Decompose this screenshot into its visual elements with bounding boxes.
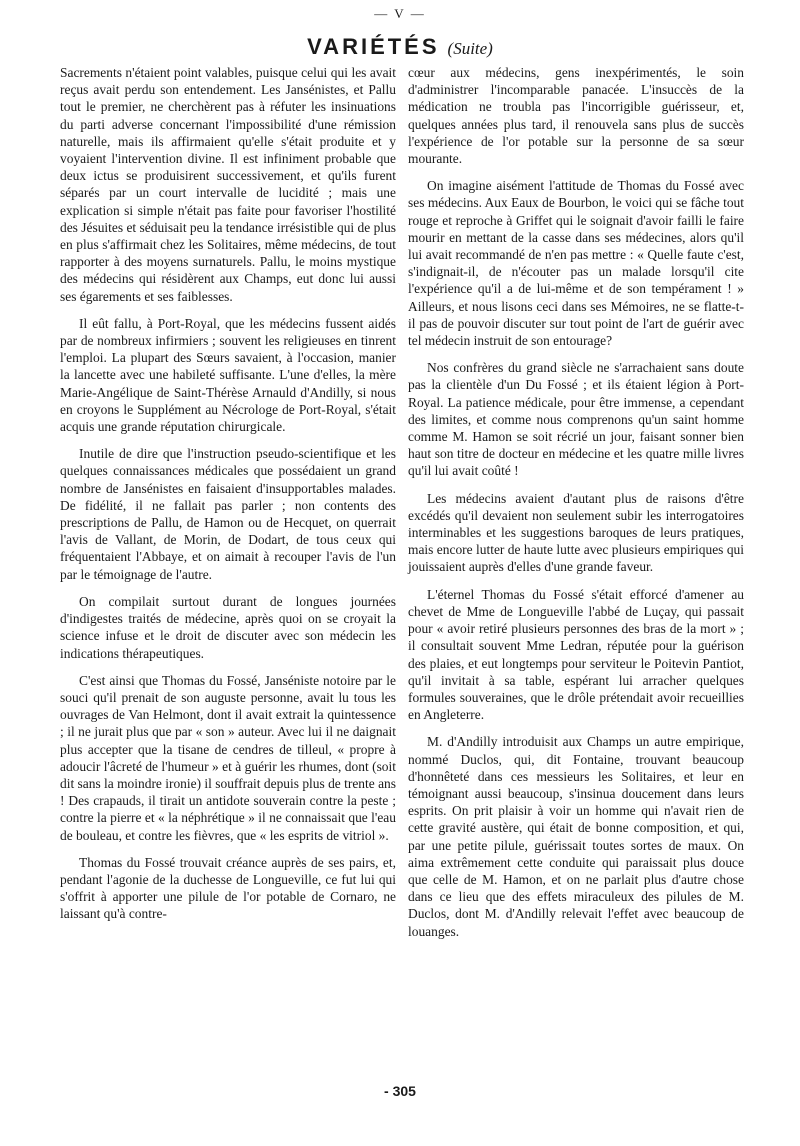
paragraph: Les médecins avaient d'autant plus de raisons d'être excédés qu'il devaient non seulement subir les interrogatoires interminables et les suggestions baroques de leurs pratiques, mais encore lutter de haute lutte avec plusieurs empiriques qui jouissaient auprès d'elles d'une grande faveur. <box>408 490 744 575</box>
page-number: - 305 <box>384 1083 416 1099</box>
right-column <box>408 64 744 940</box>
section-title <box>0 36 800 58</box>
paragraph: Thomas du Fossé trouvait créance auprès de ses pairs, et, pendant l'agonie de la duchesse de Longueville, ce fut lui qui s'offrit à apporter une pilule de l'or potable de Cornaro, ne laissant qu'à contre- <box>60 854 396 922</box>
section-title-text: VARIÉTÉS <box>307 34 440 59</box>
paragraph: L'éternel Thomas du Fossé s'était efforcé d'amener au chevet de Mme de Longueville l'abbé de Luçay, qui passait pour « avoir retiré plusieurs personnes des bras de la mort » ; il consultait souvent Mme Ledran, réputée pour la guérison des plaies, et eut longtemps pour serviteur le Poitevin Pantiot, qu'il invitait à sa table, espérant lui arracher quelques formules souveraines, que le drôle prétendait avoir recueillies en Angleterre. <box>408 586 744 723</box>
paragraph: M. d'Andilly introduisit aux Champs un autre empirique, nommé Duclos, qui, dit Fontaine, trouvant beaucoup d'honnêteté dans ces messieurs les Solitaires, et leur en témoignant aussi beaucoup, s'insinua doucement dans leurs esprits. On prit plaisir à voir un homme qui n'avait rien de cette gravité austère, qui était de bonne composition, et qui, par une petite pilule, guérissait toutes sortes de maux. On aima extrêmement cette conduite qui paraissait plus douce que celle de M. Hamon, et on ne parlait plus d'autre chose dans ce lieu que des effets miraculeux des pilules de M. Duclos, dont M. d'Andilly relevait l'effet avec beaucoup de louanges. <box>408 734 744 939</box>
section-subtitle: (Suite) <box>447 39 493 58</box>
paragraph: Sacrements n'étaient point valables, puisque celui qui les avait reçus avait perdu son entendement. Les Jansénistes, et Pallu tout le premier, ne cherchèrent pas à réfuter les insinuations du parti adverse concernant l'impossibilité d'une rémission naturelle, mais ils affirmaient qu'elle s'était produite et y voyaient l'intervention divine. Il est infiniment probable que deux ictus se produisirent successivement, et qu'ils furent séparés par un court intervalle de lucidité ; mais une explication si simple n'était pas faite pour favoriser l'hostilité des Jésuites et séduisait peu la tendance irrésistible qui de plus en plus s'affirmait chez les Solitaires, même médecins, de tout rapporter à des moyens surnaturels. Pallu, le moins mystique des médecins qui résidèrent aux Champs, eut donc lui aussi ses égarements et ses faiblesses. <box>60 65 396 304</box>
paragraph: Il eût fallu, à Port-Royal, que les médecins fussent aidés par de nombreux infirmiers ; souvent les religieuses en tinrent l'emploi. La plupart des Sœurs savaient, à l'occasion, manier la lancette avec une habileté suffisante. L'une d'elles, la mère Marie-Angélique de Saint-Thérèse Arnauld d'Andilly, si nous en croyons le Supplément au Nécrologe de Port-Royal, s'était acquis une grande réputation chirurgicale. <box>60 315 396 435</box>
paragraph: On compilait surtout durant de longues journées d'indigestes traités de médecine, après quoi on se croyait la science infuse et le droit de discuter avec son médecin les indications thérapeutiques. <box>60 593 396 661</box>
page-marker: — V — <box>374 6 426 21</box>
paragraph: cœur aux médecins, gens inexpérimentés, le soin d'administrer l'incomparable panacée. L'insuccès de la médication ne troubla pas l'incorrigible guérisseur, et, quelques années plus tard, il renouvela sans plus de succès l'expérience de l'or potable sur la personne de sa sœur mourante. <box>408 65 744 167</box>
paragraph: Nos confrères du grand siècle ne s'arrachaient sans doute pas la clientèle d'un Du Fossé ; et ils étaient légion à Port-Royal. La patience médicale, pour être immense, a cependant des limites, et comme nous comprenons qu'un saint homme comme M. Hamon se soit récrié un jour, faisant sonner bien haut son titre de docteur en médecine et les quatre mille livres qu'il lui avait coûté ! <box>408 360 744 479</box>
paragraph: C'est ainsi que Thomas du Fossé, Janséniste notoire par le souci qu'il prenait de son auguste personne, avait lu tous les ouvrages de Van Helmont, dont il avait extrait la quintessence ; il ne jurait plus que par « son » auteur. Avec lui il ne daignait plus accepter que la tisane de cendres de tilleul, « propre à adoucir l'âcreté de l'humeur » et à guérir les rhumes, dont (soit dit sans la moindre ironie) il souffrait depuis plus de trente ans ! Des crapauds, il tirait un antidote souverain contre la peste ; contre la pierre et « la néphrétique » il ne connaissait que l'eau de bouleau, et contre les fièvres, que « les esprits de vitriol ». <box>60 672 396 843</box>
left-column <box>60 64 396 923</box>
paragraph: Inutile de dire que l'instruction pseudo-scientifique et les quelques connaissances médicales que possédaient un grand nombre de Jansénistes en faisaient d'insupportables malades. De fidélité, il ne fallait pas parler ; non contents des prescriptions de Pallu, de Hamon ou de Hecquet, on querrait l'avis de Vallant, de Morin, de Dodart, de tous ceux qui fréquentaient l'Abbaye, et on aimait à recouper l'avis de l'un par le témoignage de l'autre. <box>60 446 396 582</box>
paragraph: On imagine aisément l'attitude de Thomas du Fossé avec ses médecins. Aux Eaux de Bourbon, le voici qui se fâche tout rouge et reproche à Griffet qui le soignait d'avoir failli le faire mourir en mettant de la casse dans ses médecines, alors qu'il lui avait recommandé de n'en pas mettre : « Quelle faute c'est, s'indignait-il, de n'écouter pas un malade lorsqu'il cite l'expérience qu'il a de lui-même et de son tempérament ! » Ailleurs, et nous lisons ceci dans ses Mémoires, ne se flatte-t-il pas de pouvoir discuter sur tout point de l'art de guérir avec tel médecin instruit de son entourage? <box>408 178 744 349</box>
